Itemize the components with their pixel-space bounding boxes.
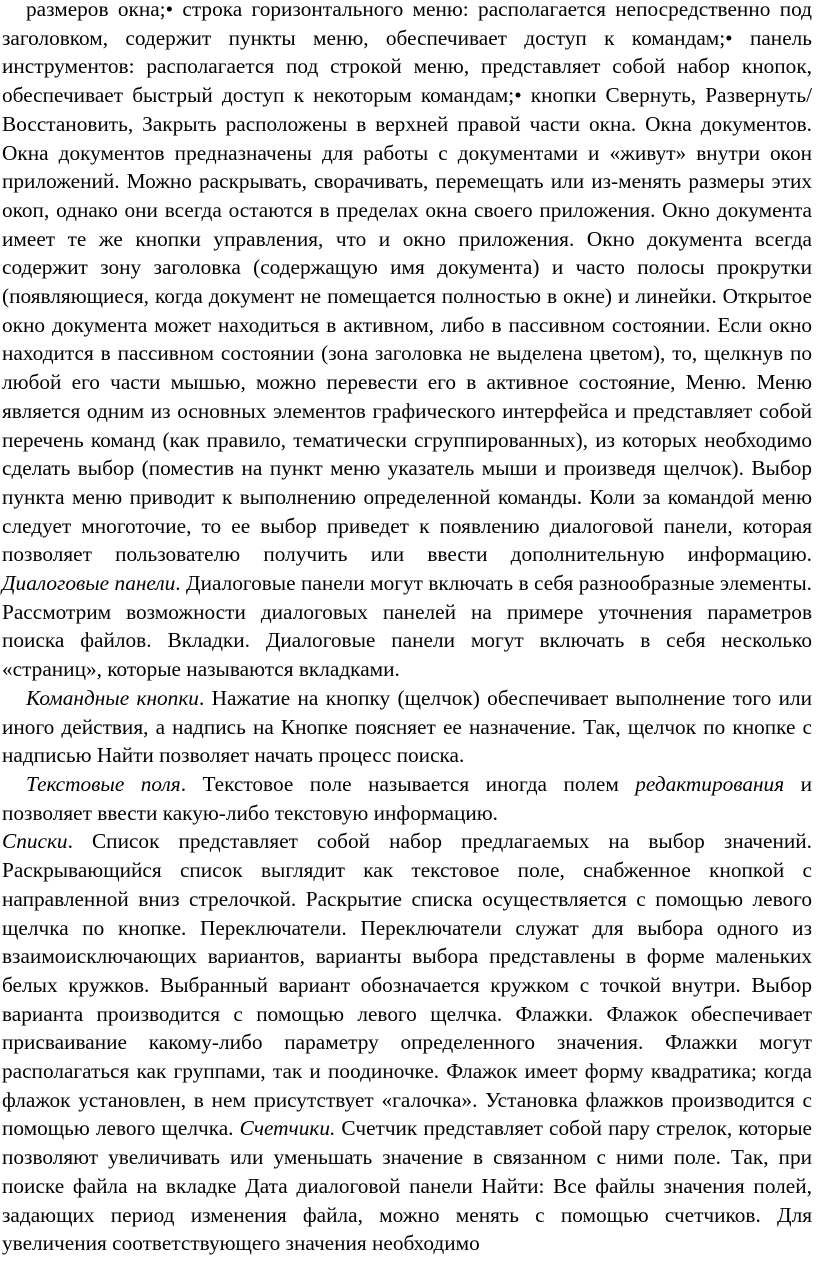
term-dialog-panels: Диалоговые панели (2, 571, 176, 596)
paragraph-command-buttons (2, 684, 812, 770)
paragraph-text: . Текстовое поле называется иногда полем (180, 771, 636, 796)
paragraph-text-tail: и позволяет ввести какую-либо текстовую информацию. (2, 771, 812, 825)
paragraph-lists (2, 827, 812, 1258)
term-counters: Счетчики. (239, 1116, 336, 1141)
term-command-buttons: Командные кнопки (26, 685, 199, 710)
paragraph-text-tail: . Диалоговые панели могут включать в себя разнообразные элементы. Рассмотрим возможности диалоговых панелей на примере уточнения параметров поиска файлов. Вкладки. Диалоговые панели могут включать в себя несколько «страниц», которые называются вкладками. (2, 571, 812, 682)
term-text-fields: Текстовые поля (26, 771, 181, 796)
paragraph-windows-menu (2, 0, 812, 684)
paragraph-text-fields (2, 770, 812, 827)
paragraph-text: . Нажатие на кнопку (щелчок) обеспечивает выполнение того или иного действия, а надпись на Кнопке поясняет ее назначение. Так, щелчок по кнопке с надписью Найти позволяет начать процесс поиска. (2, 685, 812, 768)
paragraph-text: размеров окна;• строка горизонтального меню: располагается непосредственно под заголовком, содержит пункты меню, обеспечивает доступ к командам;• панель инструментов: располагается под строкой меню, представляет собой набор кнопок, обеспечивает быстрый доступ к некоторым командам;• кнопки Свернуть, Развернуть/Восстановить, Закрыть расположены в верхней правой части окна. Окна документов. Окна документов предназначены для работы с документами и «живут» внутри окон приложений. Можно раскрывать, сворачивать, перемещать или из-менять размеры этих окоп, однако они всегда остаются в пределах окна своего приложения. Окно документа имеет те же кнопки управления, что и окно приложения. Окно документа всегда содержит зону заголовка (содержащую имя документа) и часто полосы прокрутки (появляющиеся, когда документ не помещается полностью в окне) и линейки. Открытое окно документа может находиться в активном, либо в пассивном состоянии. Если окно находится в пассивном состоянии (зона заголовка не выделена цветом), то, щелкнув по любой его части мышью, можно перевести его в активное состояние, Меню. Меню является одним из основных элементов графического интерфейса и представляет собой перечень команд (как правило, тематически сгруппированных), из которых необходимо сделать выбор (поместив на пункт меню указатель мыши и произведя щелчок). Выбор пункта меню приводит к выполнению определенной команды. Коли за командой меню следует многоточие, то ее выбор приведет к появлению диалоговой панели, которая позволяет пользователю получить или ввести дополнительную информацию. (2, 0, 812, 567)
paragraph-text: . Список представляет собой набор предлагаемых на выбор значений. Раскрывающийся список выглядит как текстовое поле, снабженное кнопкой с направленной вниз стрелочкой. Раскрытие списка осуществляется с помощью левого щелчка по кнопке. Переключатели. Переключатели служат для выбора одного из взаимоисключающих вариантов, варианты выбора представлены в форме маленьких белых кружков. Выбранный вариант обозначается кружком с точкой внутри. Выбор варианта производится с помощью левого щелчка. Флажки. Флажок обеспечивает присваивание какому-либо параметру определенного значения. Флажки могут располагаться как группами, так и поодиночке. Флажок имеет форму квадратика; когда флажок установлен, в нем присутствует «галочка». Установка флажков производится с помощью левого щелчка. (2, 829, 812, 1141)
term-editing: редактирования (635, 771, 785, 796)
term-lists: Списки (2, 829, 68, 854)
paragraph-text-tail: Счетчик представляет собой пару стрелок, которые позволяют увеличивать или уменьшать значение в связанном с ними поле. Так, при поиске файла на вкладке Дата диалоговой панели Найти: Все файлы значения полей, задающих период изменения файла, можно менять с помощью счетчиков. Для увеличения соответствующего значения необходимо (2, 1116, 812, 1256)
